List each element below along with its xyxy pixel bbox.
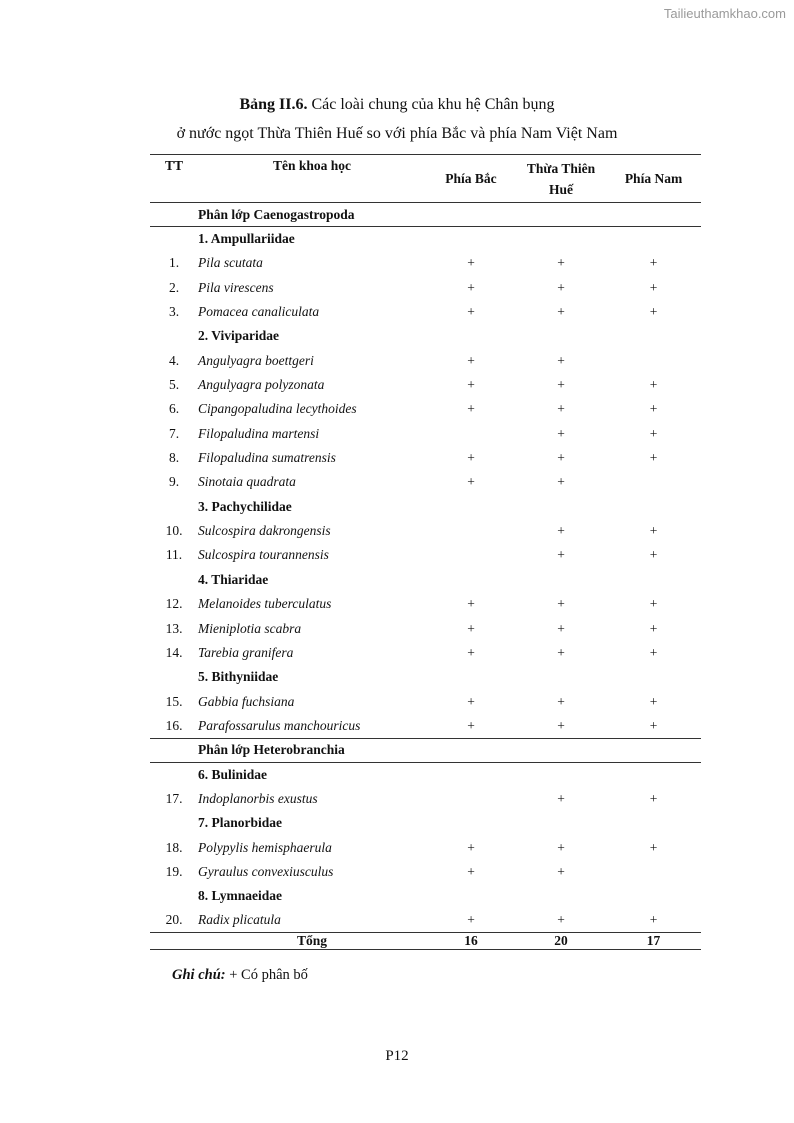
mark-hue: + xyxy=(557,620,565,636)
species-row xyxy=(150,616,701,640)
mark-south: + xyxy=(649,377,658,393)
family-name: 7. Planorbidae xyxy=(198,815,283,831)
row-number: 2. xyxy=(168,279,180,295)
species-row xyxy=(150,373,701,397)
header-hue-line1: Thừa Thiên xyxy=(526,160,596,176)
species-name xyxy=(198,276,426,300)
row-number: 3. xyxy=(168,304,180,320)
mark-north: + xyxy=(467,717,475,733)
species-name xyxy=(198,689,426,713)
empty-cell xyxy=(426,324,516,348)
empty-cell xyxy=(516,324,606,348)
row-number xyxy=(150,568,198,592)
mark-hue: + xyxy=(557,279,565,295)
family-name: 6. Bulinidae xyxy=(198,766,268,782)
mark-north xyxy=(426,543,516,567)
empty-cell xyxy=(606,324,701,348)
species-name-text: Mieniplotia scabra xyxy=(198,620,302,636)
mark-north: + xyxy=(467,255,475,271)
total-row xyxy=(150,933,701,950)
row-number: 15. xyxy=(165,693,183,709)
family-name: 3. Pachychilidae xyxy=(198,498,292,514)
row-number xyxy=(150,762,198,786)
row-number xyxy=(150,738,198,762)
family-name: 5. Bithyniidae xyxy=(198,669,279,685)
species-row xyxy=(150,689,701,713)
mark-north: + xyxy=(467,863,475,879)
empty-cell xyxy=(606,738,701,762)
row-number xyxy=(150,495,198,519)
row-number: 8. xyxy=(168,450,180,466)
species-name xyxy=(198,251,426,275)
mark-hue: + xyxy=(557,717,565,733)
mark-south: + xyxy=(649,717,658,733)
empty-cell xyxy=(426,495,516,519)
species-name xyxy=(198,787,426,811)
empty-cell xyxy=(516,811,606,835)
total-label: Tổng xyxy=(296,933,327,949)
family-row xyxy=(150,811,701,835)
row-number: 20. xyxy=(165,912,183,928)
watermark: Tailieuthamkhao.com xyxy=(663,6,786,21)
mark-hue: + xyxy=(557,839,565,855)
species-name xyxy=(198,397,426,421)
row-number: 14. xyxy=(165,644,183,660)
subclass-row xyxy=(150,738,701,762)
species-row xyxy=(150,787,701,811)
total-south: 17 xyxy=(646,933,661,949)
empty-cell xyxy=(516,495,606,519)
species-name xyxy=(198,519,426,543)
empty-cell xyxy=(426,884,516,908)
mark-hue: + xyxy=(557,693,565,709)
row-number xyxy=(150,324,198,348)
empty-cell xyxy=(606,227,701,251)
mark-north: + xyxy=(467,839,475,855)
family-name: 1. Ampullariidae xyxy=(198,231,295,247)
empty-cell xyxy=(426,227,516,251)
empty-cell xyxy=(606,665,701,689)
species-name xyxy=(198,470,426,494)
species-name-text: Angulyagra polyzonata xyxy=(198,377,325,393)
empty-cell xyxy=(606,203,701,227)
mark-hue: + xyxy=(557,352,565,368)
row-number: 12. xyxy=(165,596,183,612)
species-row xyxy=(150,519,701,543)
species-row xyxy=(150,592,701,616)
empty-cell xyxy=(426,738,516,762)
mark-hue: + xyxy=(557,450,565,466)
row-number: 5. xyxy=(168,377,180,393)
header-north: Phía Bắc xyxy=(445,170,497,186)
mark-hue: + xyxy=(557,425,565,441)
mark-north: + xyxy=(467,620,475,636)
mark-north: + xyxy=(467,304,475,320)
species-name-text: Cipangopaludina lecythoides xyxy=(198,401,357,417)
mark-south: + xyxy=(649,547,658,563)
species-name-text: Indoplanorbis exustus xyxy=(198,790,318,806)
mark-hue: + xyxy=(557,596,565,612)
species-name-text: Radix plicatula xyxy=(198,912,281,928)
species-name-text: Angulyagra boettgeri xyxy=(198,352,314,368)
species-row xyxy=(150,251,701,275)
species-row xyxy=(150,543,701,567)
species-name xyxy=(198,543,426,567)
table-title-line2: ở nước ngọt Thừa Thiên Huế so với phía Bắc và phía Nam Việt Nam xyxy=(176,125,618,142)
empty-cell xyxy=(426,568,516,592)
species-row xyxy=(150,835,701,859)
table-title-text: Các loài chung của khu hệ Chân bụng xyxy=(311,96,555,113)
mark-north: + xyxy=(467,644,475,660)
family-row xyxy=(150,665,701,689)
row-number xyxy=(150,665,198,689)
mark-north: + xyxy=(467,596,475,612)
empty-cell xyxy=(606,495,701,519)
family-row xyxy=(150,324,701,348)
mark-north: + xyxy=(467,352,475,368)
family-row xyxy=(150,762,701,786)
empty-cell xyxy=(516,884,606,908)
species-name xyxy=(198,422,426,446)
mark-hue: + xyxy=(557,863,565,879)
mark-hue: + xyxy=(557,523,565,539)
subclass-name: Phân lớp Caenogastropoda xyxy=(198,206,355,222)
note-text: + Có phân bố xyxy=(229,967,308,983)
species-name xyxy=(198,835,426,859)
species-row xyxy=(150,860,701,884)
row-number: 18. xyxy=(165,839,183,855)
mark-north xyxy=(426,519,516,543)
table-body xyxy=(150,203,701,933)
mark-hue: + xyxy=(557,401,565,417)
empty-cell xyxy=(516,227,606,251)
species-name-text: Parafossarulus manchouricus xyxy=(198,717,361,733)
species-row xyxy=(150,470,701,494)
empty-cell xyxy=(426,762,516,786)
mark-south: + xyxy=(649,620,658,636)
species-name xyxy=(198,641,426,665)
species-name xyxy=(198,446,426,470)
species-name-text: Filopaludina sumatrensis xyxy=(198,450,336,466)
mark-hue: + xyxy=(557,474,565,490)
empty-cell xyxy=(606,568,701,592)
species-name-text: Sinotaia quadrata xyxy=(198,474,296,490)
species-name xyxy=(198,300,426,324)
species-name-text: Sulcospira tourannensis xyxy=(198,547,329,563)
mark-south: + xyxy=(649,523,658,539)
row-number xyxy=(150,884,198,908)
header-hue xyxy=(516,155,606,203)
mark-south: + xyxy=(649,279,658,295)
header-hue-line2: Huế xyxy=(548,181,573,197)
species-row xyxy=(150,641,701,665)
family-name: 2. Viviparidae xyxy=(198,328,280,344)
mark-south: + xyxy=(649,912,658,928)
subclass-row xyxy=(150,203,701,227)
mark-north xyxy=(426,787,516,811)
mark-north: + xyxy=(467,279,475,295)
mark-south: + xyxy=(649,839,658,855)
mark-south: + xyxy=(649,425,658,441)
species-name-text: Tarebia granifera xyxy=(198,644,294,660)
mark-south xyxy=(606,860,701,884)
empty-cell xyxy=(516,568,606,592)
species-name xyxy=(198,592,426,616)
mark-south: + xyxy=(649,255,658,271)
family-row xyxy=(150,495,701,519)
mark-hue: + xyxy=(557,377,565,393)
species-name xyxy=(198,373,426,397)
row-number: 7. xyxy=(168,425,180,441)
mark-north xyxy=(426,422,516,446)
species-name-text: Polypylis hemisphaerula xyxy=(198,839,332,855)
empty-cell xyxy=(426,665,516,689)
mark-hue: + xyxy=(557,790,565,806)
empty-cell xyxy=(606,884,701,908)
species-name-text: Gabbia fuchsiana xyxy=(198,693,295,709)
row-number: 1. xyxy=(168,255,180,271)
mark-hue: + xyxy=(557,304,565,320)
table-label: Bảng II.6. xyxy=(239,96,308,113)
mark-south: + xyxy=(649,304,658,320)
empty-cell xyxy=(516,738,606,762)
header-tt: TT xyxy=(164,158,183,173)
mark-hue: + xyxy=(557,644,565,660)
header-south: Phía Nam xyxy=(624,170,683,186)
row-number xyxy=(150,811,198,835)
empty-cell xyxy=(426,811,516,835)
species-row xyxy=(150,446,701,470)
row-number: 9. xyxy=(168,474,180,490)
species-name-text: Sulcospira dakrongensis xyxy=(198,523,331,539)
species-row xyxy=(150,422,701,446)
mark-south: + xyxy=(649,644,658,660)
page-number: P12 xyxy=(385,1048,409,1064)
family-row xyxy=(150,568,701,592)
note-label: Ghi chú: xyxy=(172,967,226,983)
table-title-line1 xyxy=(0,96,794,114)
mark-south: + xyxy=(649,596,658,612)
row-number: 11. xyxy=(165,547,183,563)
species-row xyxy=(150,397,701,421)
mark-north: + xyxy=(467,912,475,928)
mark-hue: + xyxy=(557,547,565,563)
family-row xyxy=(150,884,701,908)
mark-south: + xyxy=(649,401,658,417)
row-number: 16. xyxy=(165,717,183,733)
family-name: 8. Lymnaeidae xyxy=(198,888,283,904)
mark-south: + xyxy=(649,450,658,466)
row-number: 4. xyxy=(168,352,180,368)
species-table xyxy=(150,154,701,950)
header-name: Tên khoa học xyxy=(272,158,352,173)
empty-cell xyxy=(516,665,606,689)
mark-north: + xyxy=(467,474,475,490)
species-name-text: Pomacea canaliculata xyxy=(198,304,320,320)
row-number xyxy=(150,203,198,227)
family-row xyxy=(150,227,701,251)
family-name: 4. Thiaridae xyxy=(198,571,269,587)
species-name xyxy=(198,616,426,640)
mark-north: + xyxy=(467,693,475,709)
row-number: 10. xyxy=(165,523,183,539)
mark-north: + xyxy=(467,401,475,417)
species-name-text: Filopaludina martensi xyxy=(198,425,320,441)
mark-south xyxy=(606,470,701,494)
species-name xyxy=(198,860,426,884)
species-name xyxy=(198,349,426,373)
species-row xyxy=(150,300,701,324)
row-number: 17. xyxy=(165,790,183,806)
species-row xyxy=(150,349,701,373)
row-number: 19. xyxy=(165,863,183,879)
note xyxy=(172,967,308,984)
species-row xyxy=(150,714,701,738)
mark-north: + xyxy=(467,450,475,466)
species-name-text: Pila scutata xyxy=(198,255,263,271)
empty-cell xyxy=(426,203,516,227)
species-name xyxy=(198,908,426,932)
table-header-row xyxy=(150,155,701,203)
species-name-text: Gyraulus convexiusculus xyxy=(198,863,334,879)
empty-cell xyxy=(516,762,606,786)
mark-north: + xyxy=(467,377,475,393)
mark-hue: + xyxy=(557,255,565,271)
total-north: 16 xyxy=(464,933,478,949)
row-number: 6. xyxy=(168,401,180,417)
total-hue: 20 xyxy=(554,933,568,949)
empty-cell xyxy=(606,811,701,835)
row-number: 13. xyxy=(165,620,183,636)
species-name xyxy=(198,714,426,738)
species-name-text: Pila virescens xyxy=(198,279,274,295)
species-row xyxy=(150,908,701,932)
subclass-name: Phân lớp Heterobranchia xyxy=(198,742,345,758)
empty-cell xyxy=(516,203,606,227)
row-number xyxy=(150,227,198,251)
mark-hue: + xyxy=(557,912,565,928)
mark-south: + xyxy=(649,790,658,806)
species-row xyxy=(150,276,701,300)
empty-cell xyxy=(606,762,701,786)
species-name-text: Melanoides tuberculatus xyxy=(198,596,332,612)
mark-south xyxy=(606,349,701,373)
mark-south: + xyxy=(649,693,658,709)
